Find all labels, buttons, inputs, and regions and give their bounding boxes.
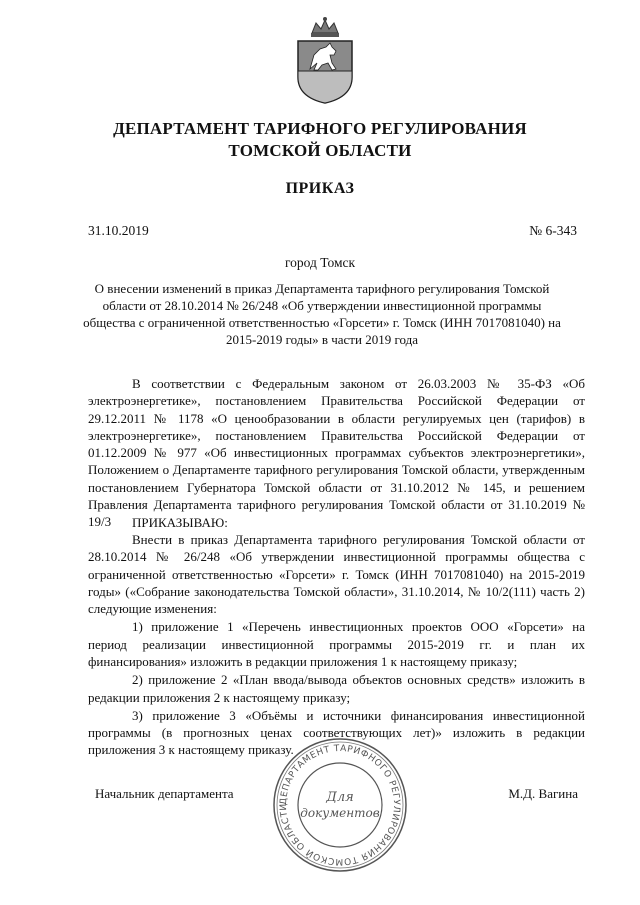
- org-line-1: ДЕПАРТАМЕНТ ТАРИФНОГО РЕГУЛИРОВАНИЯ: [113, 119, 527, 138]
- signatory-title: Начальник департамента: [95, 786, 234, 801]
- preamble: [88, 375, 585, 531]
- order-item-2: 2) приложение 2 «План ввода/вывода объектов основных средств» изложить в редакции приложения 2 к настоящему приказу;: [88, 672, 585, 705]
- document-number: № 6-343: [529, 223, 577, 238]
- official-stamp: [270, 735, 410, 875]
- preamble-text: В соответствии с Федеральным законом от 26.03.2003 № 35-ФЗ «Об электроэнергетике», постановлением Правительства Российской Федерации от 29.12.2011 № 1178 «О ценообразовании в области регулируемых цен (тарифов) в электроэнергетике», постановлением Правительства Российской Федерации от 01.12.2009 № 977 «Об инвестиционных программах субъектов электроэнергетики», Положением о Департаменте тарифного регулирования Томской области, утвержденным постановлением Губернатора Томской области от 31.10.2012 № 145, и решением Правления Департамента тарифного регулирования Томской области от 31.10.2019 № 19/3: [88, 376, 585, 530]
- stamp-center-line-2: документов: [300, 806, 380, 820]
- order-item-1: 1) приложение 1 «Перечень инвестиционных проектов ООО «Горсети» на период реализации инвестиционной программы 2015-2019 гг. и план их финансирования» изложить в редакции приложения 1 к настоящему приказу;: [88, 619, 585, 669]
- order-body: [88, 531, 585, 760]
- document-date: 31.10.2019: [88, 223, 149, 238]
- document-subject: О внесении изменений в приказ Департамента тарифного регулирования Томской области от 28.10.2014 № 26/248 «Об утверждении инвестиционной программы общества с ограниченной ответственностью «Горсети» г. Томск (ИНН 7017081040) на 2015-2019 годы» в части 2019 года: [83, 281, 561, 348]
- order-item-3: 3) приложение 3 «Объёмы и источники финансирования инвестиционной программы (в прогнозных ценах соответствующих лет)» изложить в редакции приложения 3 к настоящему приказу.: [88, 707, 585, 758]
- order-word: ПРИКАЗЫВАЮ:: [132, 515, 228, 530]
- city: город Томск: [284, 255, 356, 270]
- order-intro: Внести в приказ Департамента тарифного регулирования Томской области от 28.10.2014 № 26/248 «Об утверждении инвестиционной программы общества с ограниченной ответственностью «Горсети» г. Томск (ИНН 7017081040) на 2015-2019 годы» («Собрание законодательства Томской области», 31.10.2014, № 10/2(111) часть 2) следующие изменения:: [88, 532, 585, 617]
- stamp-center-line-1: Для: [326, 790, 354, 805]
- coat-of-arms-icon: [290, 15, 360, 105]
- organization-name: [0, 118, 640, 163]
- org-line-2: ТОМСКОЙ ОБЛАСТИ: [228, 141, 412, 161]
- signatory-name: М.Д. Вагина: [508, 786, 578, 801]
- stamp-ring-text: ДЕПАРТАМЕНТ ТАРИФНОГО РЕГУЛИРОВАНИЯ ТОМСКОЙ ОБЛАСТИ: [278, 743, 402, 867]
- document-type: ПРИКАЗ: [285, 180, 355, 197]
